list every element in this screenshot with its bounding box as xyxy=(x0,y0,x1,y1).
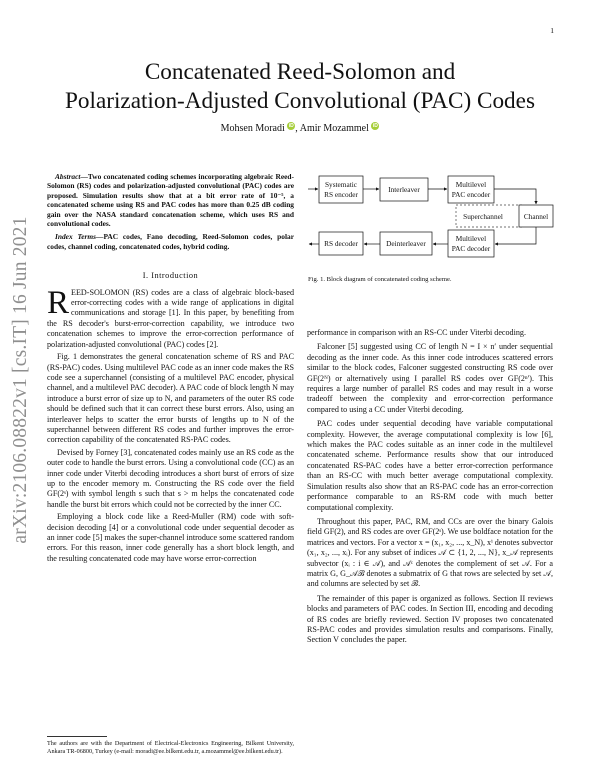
superchannel-label: Superchannel xyxy=(463,212,503,221)
author-separator: , xyxy=(295,123,300,134)
intro-paragraph-3: Devised by Forney [3], concatenated codes mainly use an RS code as the outer code to handle the burst errors. Using a convolutional code (CC) as an inner code under Viterbi decoding introduces a short burst of errors of size up to the encoder memory m. Constructing the RS code over the field GF(2ˢ) with symbol length s such that s > m helps the concatenated code handle the burst bit errors which could not be corrected by the inner CC. xyxy=(47,447,294,509)
footnote-rule xyxy=(47,736,107,737)
left-column xyxy=(47,172,294,566)
author-list xyxy=(0,122,600,134)
right-paragraph-5: The remainder of this paper is organized as follows. Section II reviews blocks and parameters of PAC codes. In Section III, encoding and decoding of RS codes are briefly reviewed. Section IV proposes two concatenated RS-PAC codes and provides simulation results and comparisons. Finally, Section V concludes the paper. xyxy=(307,593,553,645)
pac-decoder-label-2: PAC decoder xyxy=(451,244,491,253)
paper-title xyxy=(40,58,560,116)
abstract xyxy=(47,172,294,228)
block-diagram-svg xyxy=(308,167,554,267)
pac-encoder-label-2: PAC encoder xyxy=(451,190,491,199)
figure-caption: Fig. 1. Block diagram of concatenated coding scheme. xyxy=(308,276,452,283)
rs-decoder-label: RS decoder xyxy=(324,239,358,248)
intro-paragraph-4: Employing a block code like a Reed-Muller (RM) code with soft-decision decoding [4] or a convolutional code under sequential decoder as an inner code [5] makes the super-channel introduce some scattered random errors. For this reason, inner code generally has a short block length, and the resulting concatenated code may have worse error-correction xyxy=(47,512,294,563)
figure-block-diagram xyxy=(308,167,554,267)
drop-cap: R xyxy=(47,284,70,321)
arxiv-watermark xyxy=(4,190,38,570)
section-heading-introduction: I. Introduction xyxy=(142,271,199,281)
orcid-icon[interactable]: iD xyxy=(288,123,294,129)
rs-encoder-label-2: RS encoder xyxy=(324,190,358,199)
orcid-icon[interactable]: iD xyxy=(372,123,378,129)
deinterleaver-label: Deinterleaver xyxy=(386,239,426,248)
pac-decoder-label-1: Multilevel xyxy=(455,234,487,243)
index-terms-label: Index Terms— xyxy=(55,232,104,242)
arrow-pac-to-channel xyxy=(494,189,536,204)
intro-paragraph-1 xyxy=(47,284,294,350)
interleaver-label: Interleaver xyxy=(388,185,420,194)
abstract-text: Two concatenated coding schemes incorporating algebraic Reed-Solomon (RS) codes and polarization-adjusted convolutional (PAC) codes are proposed. Simulation results show that at a bit error rate of 10⁻⁵, a concatenated scheme using RS and PAC codes has more than 0.25 dB coding gain over the NASA standard concatenation scheme, which uses RS and convolutional codes. xyxy=(47,172,294,229)
pac-encoder-label-1: Multilevel xyxy=(455,180,487,189)
title-line-1: Concatenated Reed-Solomon and xyxy=(144,59,456,85)
rs-encoder-label-1: Systematic xyxy=(324,180,358,189)
page-number: 1 xyxy=(550,26,554,35)
title-line-2: Polarization-Adjusted Convolutional (PAC) Codes xyxy=(65,88,535,114)
right-paragraph-1: performance in comparison with an RS-CC under Viterbi decoding. xyxy=(307,328,526,337)
arrow-channel-to-decoder xyxy=(495,227,536,244)
intro-p1-text: (RS) codes are a class of algebraic block-based error-correcting codes with a wide range of applications in digital communications and storage [1]. In this paper, by benefiting from the RS decoder's burst-error-correction capability, we introduce two concatenation schemes to improve the error-correction performance of polarization-adjusted convolutional (PAC) codes [2]. xyxy=(47,287,294,349)
index-terms-text: PAC codes, Fano decoding, Reed-Solomon codes, polar codes, channel coding, concatenated codes, hybrid coding. xyxy=(47,232,294,251)
right-paragraph-3: PAC codes under sequential decoding have variable computational complexity. However, the average computational complexity is low [6], which makes the PAC codes suitable as an inner code in the multilevel concatenated scheme. Performance results show that our introduced concatenated RS-PAC codes have a better error-correction performance than an RS-CC with much better average computational complexity. Simulation results also show that an RS-PAC code has an error-correction performance comparable to an RS-RM code with much better computational complexity. xyxy=(307,419,553,512)
channel-label: Channel xyxy=(523,212,549,221)
arxiv-id: arXiv:2106.08822v1 [cs.IT] 16 Jun 2021 xyxy=(10,216,31,544)
author-1: Mohsen Moradi xyxy=(220,123,285,134)
right-column xyxy=(307,328,553,648)
right-paragraph-2: Falconer [5] suggested using CC of length N = I × n′ under sequential decoding as the inner code. As this inner code introduces scattered errors similar to the block codes, Falconer suggested constructing RS code over GF(2ᴺ) or alternatively using I parallel RS codes over GF(2ⁿ′). This requires a large number of parallel RS codes and may result in a worse tradeoff between the complexity and error-correction performance compared to using a CC under Viterbi decoding. xyxy=(307,342,553,414)
right-paragraph-4: Throughout this paper, PAC, RM, and CCs are over the binary Galois field GF(2), and RS codes are over GF(2ˢ). We use boldface notation for the matrices and vectors. For a vector x = (x₁, x₂, ..., x_N), xⁱ denotes subvector (x₁, x₂, ..., xᵢ). For any subset of indices 𝒜 ⊂ {1, 2, ..., N}, x_𝒜 represents subvector (xᵢ : i ∈ 𝒜), and 𝒜ᶜ denotes the complement of set 𝒜. For a matrix G, G_𝒜ℬ denotes a submatrix of G that rows are selected by set 𝒜, and columns are selected by set ℬ. xyxy=(307,516,553,589)
intro-first-word: EED-SOLOMON xyxy=(71,287,130,297)
footnote: The authors are with the Department of Electrical-Electronics Engineering, Bilkent University, Ankara TR-06800, Turkey (e-mail: moradi@ee.bilkent.edu.tr, a.mozammel@ee.bilkent.edu.tr). xyxy=(47,740,294,755)
index-terms xyxy=(47,232,294,251)
intro-paragraph-2: Fig. 1 demonstrates the general concatenation scheme of RS and PAC (RS-PAC) codes. Using multilevel PAC code as an inner code makes the RS code see a superchannel (consisting of a multilevel PAC encoder, physical channel, and a multilevel PAC decoder). A PAC code of block length N may introduce a burst error of size up to N, and parameters of the outer RS code should be defined such that it can correct these burst errors. Also, using an interleaver helps to scatter the error bursts of lengths up to N of the superchannel between different RS codes and further improves the error-correction capability of the concatenated RS-PAC codes. xyxy=(47,352,294,445)
author-2: Amir Mozammel xyxy=(299,123,369,134)
abstract-label: Abstract— xyxy=(55,172,88,181)
